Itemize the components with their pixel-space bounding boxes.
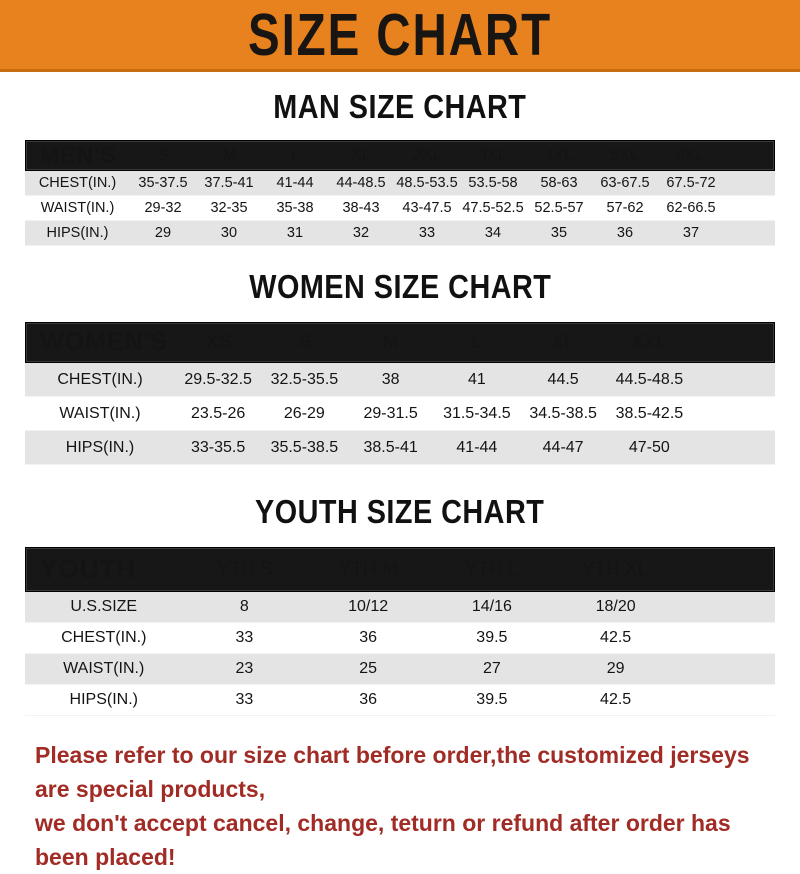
column-header: XL <box>551 331 575 353</box>
size-value-cell: 29 <box>606 660 625 677</box>
size-value-cell: 39.5 <box>476 629 508 646</box>
size-value-cell: 14/16 <box>471 598 512 615</box>
size-value-cell: 8 <box>239 598 249 615</box>
size-value-cell: 42.5 <box>600 629 632 646</box>
row-label: WAIST(IN.) <box>40 200 115 216</box>
women-table-header-row <box>25 322 775 363</box>
youth-table-title: YOUTH <box>40 554 136 584</box>
column-header: YTH S <box>216 558 273 580</box>
note-line-1: Please refer to our size chart before order,the customized jerseys are special products, <box>35 742 750 802</box>
size-value-cell: 57-62 <box>606 200 644 216</box>
row-label: CHEST(IN.) <box>57 370 143 388</box>
men-table-title: MEN'S <box>40 142 117 168</box>
order-note <box>35 738 765 874</box>
size-value-cell: 31.5-34.5 <box>443 404 511 422</box>
youth-size-table <box>25 547 775 716</box>
column-header: 3XL <box>478 146 507 164</box>
section-heading-women <box>0 270 800 306</box>
size-value-cell: 29 <box>154 225 172 241</box>
table-row <box>25 685 775 716</box>
table-row <box>25 654 775 685</box>
size-value-cell: 53.5-58 <box>468 175 518 191</box>
table-row <box>25 363 775 397</box>
size-value-cell: 25 <box>359 660 378 677</box>
size-charts-container <box>0 90 800 716</box>
women-size-table <box>25 322 775 465</box>
column-header: M <box>222 146 237 164</box>
banner-title: SIZE CHART <box>248 1 552 68</box>
size-value-cell: 47-50 <box>628 438 670 456</box>
size-value-cell: 35-37.5 <box>138 175 188 191</box>
size-value-cell: 38 <box>381 370 400 388</box>
column-header: 2XL <box>412 146 442 164</box>
section-heading-text: MAN SIZE CHART <box>273 88 527 126</box>
size-value-cell: 34.5-38.5 <box>529 404 597 422</box>
men-size-table <box>25 140 775 246</box>
women-table-title: WOMEN'S <box>40 328 169 356</box>
size-value-cell: 67.5-72 <box>666 175 716 191</box>
size-value-cell: 37 <box>682 225 700 241</box>
section-heading-men <box>0 90 800 126</box>
size-value-cell: 30 <box>220 225 238 241</box>
size-value-cell: 35-38 <box>276 200 314 216</box>
size-value-cell: 43-47.5 <box>402 200 452 216</box>
size-value-cell: 23 <box>235 660 254 677</box>
size-value-cell: 32-35 <box>210 200 248 216</box>
row-label: HIPS(IN.) <box>69 691 138 708</box>
row-label: CHEST(IN.) <box>61 629 147 646</box>
size-value-cell: 33 <box>235 629 254 646</box>
table-row <box>25 397 775 431</box>
size-value-cell: 37.5-41 <box>204 175 254 191</box>
section-heading-text: WOMEN SIZE CHART <box>248 268 552 306</box>
size-value-cell: 29-31.5 <box>363 404 418 422</box>
column-header: S <box>158 146 169 164</box>
size-value-cell: 41-44 <box>456 438 498 456</box>
column-header: S <box>298 331 311 353</box>
size-value-cell: 33 <box>418 225 436 241</box>
size-value-cell: 35.5-38.5 <box>270 438 339 456</box>
column-header: 4XL <box>544 146 573 164</box>
size-value-cell: 27 <box>482 660 501 677</box>
youth-table-header-row <box>25 547 775 592</box>
size-value-cell: 47.5-52.5 <box>462 200 524 216</box>
column-header: L <box>471 331 482 353</box>
size-value-cell: 48.5-53.5 <box>396 175 458 191</box>
note-line-2: we don't accept cancel, change, teturn or refund after order has been placed! <box>35 810 731 870</box>
size-value-cell: 33-35.5 <box>190 438 246 456</box>
size-value-cell: 44-47 <box>542 438 584 456</box>
size-value-cell: 38.5-42.5 <box>615 404 684 422</box>
row-label: CHEST(IN.) <box>38 175 117 191</box>
size-value-cell: 38-43 <box>342 200 380 216</box>
size-value-cell: 62-66.5 <box>666 200 716 216</box>
size-value-cell: 44.5-48.5 <box>615 370 684 388</box>
size-value-cell: 35 <box>550 225 568 241</box>
row-label: WAIST(IN.) <box>59 404 141 422</box>
column-header: YTH XL <box>581 558 649 580</box>
column-header: YTH L <box>464 558 519 580</box>
section-heading-youth <box>0 495 800 531</box>
column-header: L <box>290 146 300 164</box>
section-heading-text: YOUTH SIZE CHART <box>255 493 545 531</box>
size-value-cell: 29.5-32.5 <box>184 370 252 388</box>
size-value-cell: 26-29 <box>283 404 325 422</box>
size-value-cell: 38.5-41 <box>363 438 418 456</box>
size-value-cell: 34 <box>484 225 502 241</box>
size-value-cell: 44.5 <box>547 370 579 388</box>
table-row <box>25 171 775 196</box>
size-value-cell: 58-63 <box>540 175 578 191</box>
size-value-cell: 10/12 <box>348 598 389 615</box>
table-row <box>25 431 775 465</box>
column-header: XS <box>205 331 232 353</box>
table-row <box>25 196 775 221</box>
column-header: XL <box>351 146 371 164</box>
men-table-header-row <box>25 140 775 171</box>
size-value-cell: 44-48.5 <box>336 175 386 191</box>
size-value-cell: 36 <box>359 691 378 708</box>
size-value-cell: 52.5-57 <box>534 200 584 216</box>
row-label: U.S.SIZE <box>70 598 138 615</box>
size-value-cell: 42.5 <box>600 691 632 708</box>
column-header: M <box>382 331 399 353</box>
size-value-cell: 41 <box>467 370 486 388</box>
column-header: YTH M <box>338 558 398 580</box>
size-value-cell: 36 <box>616 225 634 241</box>
size-value-cell: 36 <box>359 629 378 646</box>
size-value-cell: 33 <box>235 691 254 708</box>
column-header: XXL <box>630 331 667 353</box>
row-label: HIPS(IN.) <box>46 225 109 241</box>
size-value-cell: 63-67.5 <box>600 175 650 191</box>
size-chart-banner <box>0 0 800 72</box>
size-value-cell: 23.5-26 <box>190 404 246 422</box>
size-value-cell: 41-44 <box>276 175 314 191</box>
column-header: 6XL <box>675 146 705 164</box>
column-header: 5XL <box>610 146 639 164</box>
table-row <box>25 623 775 654</box>
size-value-cell: 29-32 <box>144 200 182 216</box>
size-value-cell: 18/20 <box>595 598 636 615</box>
row-label: WAIST(IN.) <box>63 660 145 677</box>
size-value-cell: 39.5 <box>476 691 508 708</box>
table-row <box>25 592 775 623</box>
size-value-cell: 32.5-35.5 <box>270 370 339 388</box>
size-value-cell: 32 <box>352 225 370 241</box>
size-value-cell: 31 <box>286 225 304 241</box>
table-row <box>25 221 775 246</box>
row-label: HIPS(IN.) <box>65 438 135 456</box>
